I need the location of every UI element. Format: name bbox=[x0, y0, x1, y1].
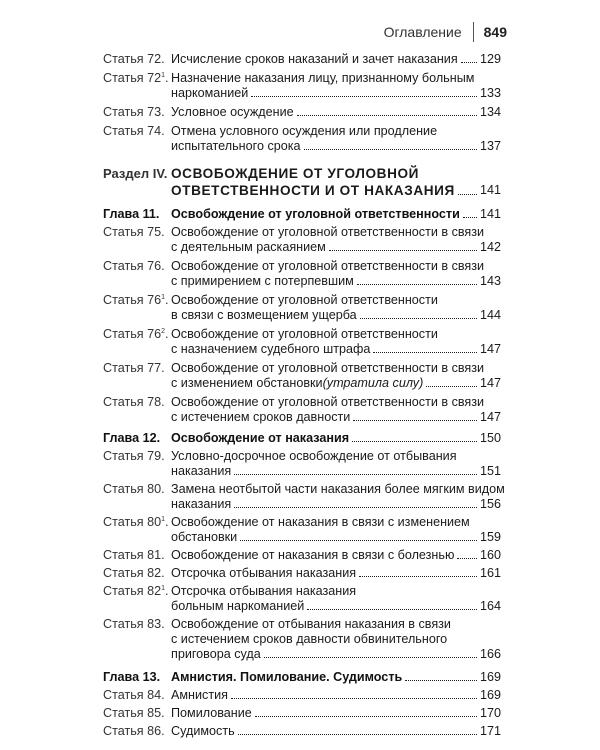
page-number: 849 bbox=[483, 24, 507, 40]
dot-leader bbox=[457, 558, 477, 559]
toc-entry-label: Статья 85. bbox=[103, 706, 165, 720]
toc-page-number: 156 bbox=[479, 497, 501, 511]
toc-entry-title: Помилование bbox=[171, 706, 252, 720]
toc-page-number: 164 bbox=[479, 599, 501, 613]
dot-leader bbox=[458, 194, 477, 195]
dot-leader bbox=[329, 250, 477, 251]
toc-entry-label: Статья $82^1$. bbox=[103, 584, 169, 598]
toc-page-number: 129 bbox=[479, 52, 501, 66]
toc-entry[interactable] bbox=[103, 566, 501, 581]
dot-leader bbox=[352, 441, 477, 442]
toc-entry-title: Освобождение от наказания в связи с изменением bbox=[171, 515, 470, 529]
toc-entry-title: Освобождение от отбывания наказания в связи bbox=[171, 617, 451, 631]
toc-entry-title: Отсрочка отбывания наказания bbox=[171, 584, 357, 598]
toc-page-number: 151 bbox=[479, 464, 501, 478]
dot-leader bbox=[461, 62, 477, 63]
toc-page-number: 147 bbox=[479, 376, 501, 390]
toc-entry-label: Статья 86. bbox=[103, 724, 165, 738]
toc-entry-title: Исчисление сроков наказаний и зачет наказания bbox=[171, 52, 458, 66]
toc-entry-note: (утратила силу) bbox=[322, 376, 424, 390]
toc-page-number: 141 bbox=[479, 207, 501, 221]
dot-leader bbox=[353, 420, 477, 421]
toc-entry-title: Условное осуждение bbox=[171, 105, 294, 119]
toc-page-number: 171 bbox=[479, 724, 501, 738]
superscript-index: 1 bbox=[161, 72, 166, 79]
toc-entry-label: Статья 78. bbox=[103, 395, 165, 409]
dot-leader bbox=[405, 680, 477, 681]
toc-entry-title: Освобождение от уголовной ответственности bbox=[171, 327, 438, 341]
toc-entry[interactable] bbox=[103, 670, 501, 685]
toc-entry-title: с назначением судебного штрафа bbox=[171, 342, 371, 356]
toc-entry-label: Статья $72^1$. bbox=[103, 71, 169, 85]
toc-entry-title: Освобождение от наказания в связи с болезнью bbox=[171, 548, 455, 562]
running-header bbox=[384, 22, 507, 42]
toc-entry[interactable] bbox=[103, 327, 501, 357]
toc-page-number: 141 bbox=[479, 183, 501, 197]
toc-entry[interactable] bbox=[103, 105, 501, 120]
toc-entry[interactable] bbox=[103, 688, 501, 703]
toc-entry-title: Замена неотбытой части наказания более мягким видом bbox=[171, 482, 505, 496]
toc-entry-label: Статья 75. bbox=[103, 225, 165, 239]
toc-entry-label: Статья 77. bbox=[103, 361, 165, 375]
dot-leader bbox=[359, 576, 477, 577]
toc-page-number: 166 bbox=[479, 647, 501, 661]
toc-entry-label: Статья 73. bbox=[103, 105, 165, 119]
dot-leader bbox=[251, 96, 477, 97]
toc-entry-label: Статья 84. bbox=[103, 688, 165, 702]
toc-page-number: 159 bbox=[479, 530, 501, 544]
toc-entry-title: Освобождение от уголовной ответственности в связи bbox=[171, 225, 485, 239]
dot-leader bbox=[373, 352, 477, 353]
toc-entry[interactable] bbox=[103, 449, 501, 479]
toc-entry[interactable] bbox=[103, 706, 501, 721]
toc-page-number: 137 bbox=[479, 139, 501, 153]
superscript-index: 1 bbox=[161, 585, 166, 592]
toc-page-number: 147 bbox=[479, 342, 501, 356]
toc-entry-label: Глава 12. bbox=[103, 431, 161, 445]
dot-leader bbox=[357, 284, 477, 285]
dot-leader bbox=[234, 474, 477, 475]
toc-entry[interactable] bbox=[103, 293, 501, 323]
toc-entry-title: Условно-досрочное освобождение от отбывания bbox=[171, 449, 457, 463]
superscript-index: 1 bbox=[161, 516, 166, 523]
dot-leader bbox=[234, 507, 477, 508]
toc-entry-title: с истечением сроков давности bbox=[171, 410, 351, 424]
toc-entry-title: испытательного срока bbox=[171, 139, 301, 153]
toc-entry-title: Освобождение от уголовной ответственности bbox=[171, 207, 460, 221]
dot-leader bbox=[360, 318, 477, 319]
toc-page-number: 150 bbox=[479, 431, 501, 445]
superscript-index: 2 bbox=[161, 328, 166, 335]
toc-page-number: 161 bbox=[479, 566, 501, 580]
toc-entry-title: Амнистия. Помилование. Судимость bbox=[171, 670, 403, 684]
toc-entry-title: в связи с возмещением ущерба bbox=[171, 308, 357, 322]
toc-entry-label: Статья 72. bbox=[103, 52, 165, 66]
toc-entry-title: Отмена условного осуждения или продление bbox=[171, 124, 438, 138]
toc-entry[interactable] bbox=[103, 515, 501, 545]
toc-entry-title: приговора суда bbox=[171, 647, 261, 661]
dot-leader bbox=[231, 698, 477, 699]
toc-entry-title: Освобождение от уголовной ответственности в связи bbox=[171, 361, 485, 375]
toc-entry-label: Статья 79. bbox=[103, 449, 165, 463]
toc-page-number: 144 bbox=[479, 308, 501, 322]
toc-entry-label: Статья 74. bbox=[103, 124, 165, 138]
toc-entry[interactable] bbox=[103, 431, 501, 446]
dot-leader bbox=[264, 657, 477, 658]
toc-entry-title: больным наркоманией bbox=[171, 599, 305, 613]
toc-entry-title: Освобождение от уголовной ответственности в связи bbox=[171, 259, 485, 273]
toc-entry-title: Амнистия bbox=[171, 688, 228, 702]
toc-entry[interactable] bbox=[103, 584, 501, 614]
toc-page-number: 143 bbox=[479, 274, 501, 288]
toc-entry[interactable] bbox=[103, 52, 501, 67]
dot-leader bbox=[255, 716, 477, 717]
toc-entry-title: обстановки bbox=[171, 530, 238, 544]
toc-entry-title: с примирением с потерпевшим bbox=[171, 274, 354, 288]
toc-entry[interactable] bbox=[103, 165, 501, 199]
toc-entry-label: Раздел IV. bbox=[103, 166, 168, 181]
toc-page-number: 142 bbox=[479, 240, 501, 254]
dot-leader bbox=[240, 540, 477, 541]
toc-entry[interactable] bbox=[103, 225, 501, 255]
toc-entry-title: Назначение наказания лицу, признанному больным bbox=[171, 71, 475, 85]
toc-entry[interactable] bbox=[103, 395, 501, 425]
toc-entry-label: Статья $76^2$. bbox=[103, 327, 169, 341]
dot-leader bbox=[238, 734, 477, 735]
toc-entry-label: Статья $76^1$. bbox=[103, 293, 169, 307]
toc-entry[interactable] bbox=[103, 361, 501, 391]
toc-page-number: 170 bbox=[479, 706, 501, 720]
toc-entry-title: с деятельным раскаянием bbox=[171, 240, 326, 254]
toc-entry[interactable] bbox=[103, 124, 501, 154]
toc-entry-label: Статья 83. bbox=[103, 617, 165, 631]
toc-entry-label: Глава 11. bbox=[103, 207, 160, 221]
toc-entry-label: Статья 81. bbox=[103, 548, 165, 562]
toc-entry[interactable] bbox=[103, 259, 501, 289]
toc-entry-title: ОТВЕТСТВЕННОСТИ И ОТ НАКАЗАНИЯ bbox=[171, 183, 455, 198]
toc-entry-title: Отсрочка отбывания наказания bbox=[171, 566, 357, 580]
toc-page-number: 160 bbox=[479, 548, 501, 562]
dot-leader bbox=[426, 386, 477, 387]
toc-entry-label: Статья 80. bbox=[103, 482, 165, 496]
toc-entry-title: наказания bbox=[171, 464, 232, 478]
toc-entry-title: наркоманией bbox=[171, 86, 249, 100]
toc-entry-title: Судимость bbox=[171, 724, 235, 738]
toc-entry-label: Статья 82. bbox=[103, 566, 165, 580]
toc-entry-title: Освобождение от наказания bbox=[171, 431, 350, 445]
toc-page-number: 147 bbox=[479, 410, 501, 424]
toc-entry-label: Статья $80^1$. bbox=[103, 515, 169, 529]
toc-entry[interactable] bbox=[103, 724, 501, 739]
toc-entry-title: Освобождение от уголовной ответственности bbox=[171, 293, 438, 307]
dot-leader bbox=[307, 609, 477, 610]
header-title: Оглавление bbox=[383, 24, 462, 40]
toc-page-number: 134 bbox=[479, 105, 501, 119]
toc-entry-title: с истечением сроков давности обвинительного bbox=[171, 632, 448, 646]
toc-entry-title: Освобождение от уголовной ответственности в связи bbox=[171, 395, 485, 409]
dot-leader bbox=[463, 217, 477, 218]
toc-entry-label: Глава 13. bbox=[103, 670, 161, 684]
dot-leader bbox=[304, 149, 477, 150]
toc-entry-title: ОСВОБОЖДЕНИЕ ОТ УГОЛОВНОЙ bbox=[171, 166, 420, 181]
toc-entry-title: наказания bbox=[171, 497, 232, 511]
toc-entry-label: Статья 76. bbox=[103, 259, 165, 273]
toc-entry[interactable] bbox=[103, 71, 501, 101]
toc-page-number: 169 bbox=[479, 688, 501, 702]
toc-entry[interactable] bbox=[103, 482, 505, 512]
toc-entry-title: с изменением обстановки bbox=[171, 376, 323, 390]
toc-entry[interactable] bbox=[103, 617, 501, 662]
toc-page-number: 133 bbox=[479, 86, 501, 100]
toc-entry[interactable] bbox=[103, 207, 501, 222]
table-of-contents bbox=[103, 52, 505, 739]
toc-page-number: 169 bbox=[479, 670, 501, 684]
dot-leader bbox=[297, 115, 477, 116]
toc-entry[interactable] bbox=[103, 548, 501, 563]
header-divider bbox=[473, 22, 474, 42]
superscript-index: 1 bbox=[161, 294, 166, 301]
